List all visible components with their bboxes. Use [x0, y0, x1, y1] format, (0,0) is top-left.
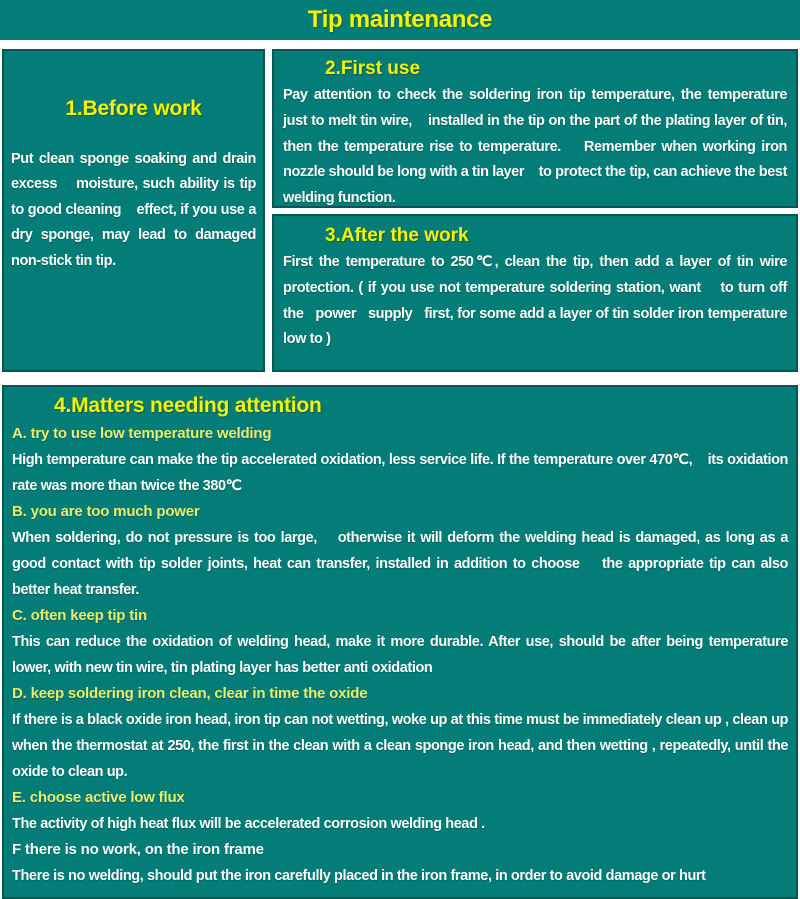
section-f: [12, 837, 788, 889]
section-b: [12, 499, 792, 603]
after-work-heading: 3.After the work: [325, 225, 469, 246]
top-panels-row: [2, 49, 798, 372]
section-b-body: When soldering, do not pressure is too large, otherwise it will deform the welding head is damaged, as long as a good contact with tip solder joints, heat can transfer, installed in addition to choose the appropriate tip can also better heat transfer.: [12, 530, 792, 598]
before-work-body: Put clean sponge soaking and drain excess moisture, such ability is tip to good cleaning effect, if you use a dry sponge, may lead to damaged non-stick tin tip.: [11, 151, 260, 269]
section-c: [12, 603, 792, 681]
section-a-body: High temperature can make the tip accelerated oxidation, less service life. If the temperature over 470℃, its oxidation rate was more than twice the 380℃: [12, 452, 792, 494]
first-use-heading: 2.First use: [325, 58, 421, 79]
section-d: [12, 681, 792, 785]
title-banner: [0, 0, 800, 40]
before-work-panel: [2, 49, 265, 372]
section-e-body: The activity of high heat flux will be accelerated corrosion welding head .: [12, 816, 485, 832]
after-work-body: First the temperature to 250℃, clean the tip, then add a layer of tin wire protection. ( if you use not temperature soldering station, want to turn off the power supply first, for some add a layer of tin solder iron temperature low to ): [283, 254, 798, 348]
before-work-heading: 1.Before work: [65, 97, 202, 120]
section-f-title: F there is no work, on the iron frame: [12, 841, 264, 858]
section-a-title: A. try to use low temperature welding: [12, 425, 272, 442]
matters-panel: [2, 385, 798, 899]
section-e: [12, 785, 788, 837]
section-d-title: D. keep soldering iron clean, clear in time the oxide: [12, 685, 368, 702]
section-c-title: C. often keep tip tin: [12, 607, 147, 624]
section-d-body: If there is a black oxide iron head, iron tip can not wetting, woke up at this time must be immediately clean up , clean up when the thermostat at 250, the first in the clean with a clean sponge iron head, and then wetting , repeatedly, until the oxide to clean up.: [12, 712, 792, 780]
section-a: [12, 421, 792, 499]
after-work-panel: [272, 214, 798, 372]
page-title: Tip maintenance: [307, 6, 493, 33]
section-f-body: There is no welding, should put the iron carefully placed in the iron frame, in order to avoid damage or hurt: [12, 868, 706, 884]
section-e-title: E. choose active low flux: [12, 789, 185, 806]
right-panels-column: [272, 49, 798, 372]
first-use-body: Pay attention to check the soldering iron tip temperature, the temperature just to melt tin wire, installed in the tip on the part of the plating layer of tin, then the temperature rise to temperature. Remember when working iron nozzle should be long with a tin layer to protect the tip, can achieve the best welding function.: [283, 87, 791, 207]
section-c-body: This can reduce the oxidation of welding head, make it more durable. After use, should be after being temperature lower, with new tin wire, tin plating layer has better anti oxidation: [12, 634, 792, 676]
first-use-panel: [272, 49, 798, 208]
matters-heading: 4.Matters needing attention: [54, 394, 322, 417]
section-b-title: B. you are too much power: [12, 503, 200, 520]
